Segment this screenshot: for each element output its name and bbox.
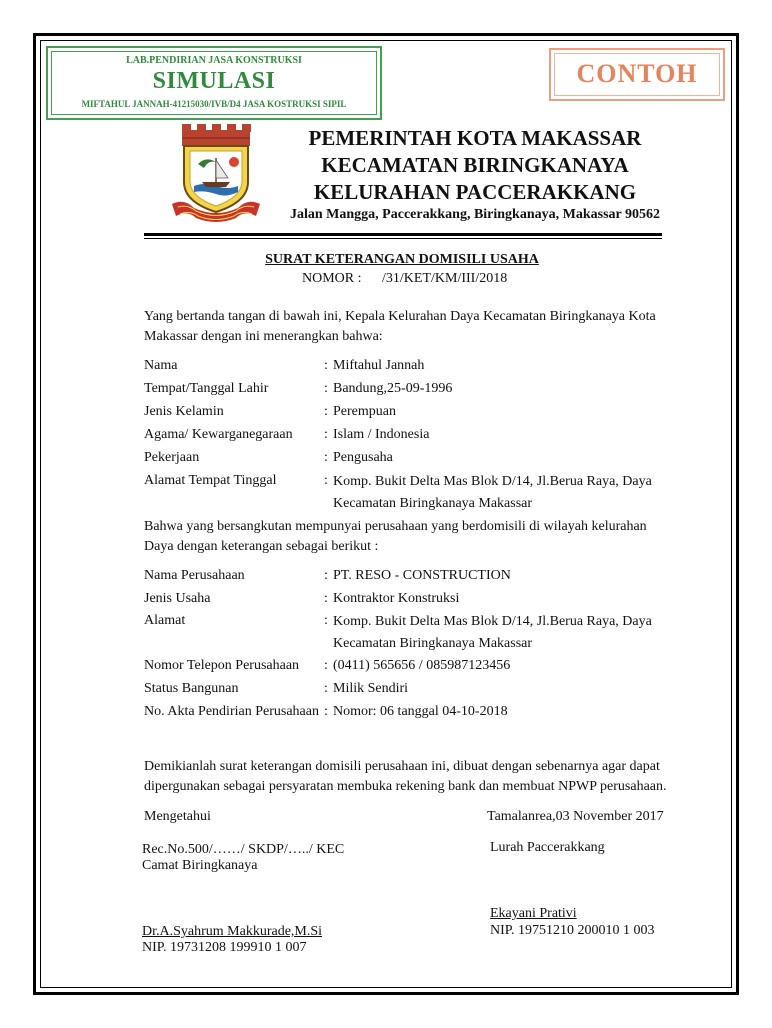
field-value: Komp. Bukit Delta Mas Blok D/14, Jl.Berua Raya, Daya Kecamatan Biringkanaya Makassar [333, 474, 652, 511]
document-title-text: SURAT KETERANGAN DOMISILI USAHA [265, 252, 539, 267]
right-sign-name-text: Ekayani Prativi [490, 906, 577, 921]
field-label: Nama [144, 358, 178, 373]
letterhead-rule-thin [144, 238, 662, 239]
right-sign-nip: NIP. 19751210 200010 1 003 [490, 923, 655, 938]
company-row [144, 611, 669, 651]
simulasi-stamp-title: SIMULASI [152, 68, 276, 94]
letterhead-district: KECAMATAN BIRINGKANAYA [321, 153, 629, 177]
field-label: Pekerjaan [144, 450, 200, 465]
field-value: PT. RESO - CONSTRUCTION [333, 568, 511, 583]
field-label: Jenis Usaha [144, 591, 211, 606]
makassar-city-emblem-icon [164, 120, 268, 228]
person-row [144, 471, 669, 511]
right-sign-office: Lurah Paccerakkang [490, 840, 605, 855]
closing-paragraph: Demikianlah surat keterangan domisili perusahaan ini, dibuat dengan sebenarnya agar dapat dipergunakan sebagai persyaratan membuka rekening bank dan membuat NPWP perusahaan. [144, 759, 667, 794]
simulasi-stamp-author: MIFTAHUL JANNAH-41215030/IVB/D4 JASA KOSTRUKSI SIPIL [81, 99, 347, 109]
simulasi-stamp-lab: LAB.PENDIRIAN JASA KONSTRUKSI [126, 55, 302, 66]
person-row [144, 356, 669, 376]
letterhead-subdistrict: KELURAHAN PACCERAKKANG [313, 180, 637, 204]
left-sign-reference: Rec.No.500/……/ SKDP/…../ KEC [142, 842, 345, 857]
field-value: Pengusaha [333, 450, 393, 465]
left-sign-nip: NIP. 19731208 199910 1 007 [142, 940, 307, 955]
field-label: Alamat Tempat Tinggal [144, 473, 277, 488]
contoh-stamp-text: CONTOH [576, 59, 698, 88]
field-colon: : [324, 704, 328, 719]
field-colon: : [324, 381, 328, 396]
field-colon: : [324, 568, 328, 583]
field-colon: : [324, 358, 328, 373]
document-number [302, 271, 508, 287]
field-value: Miftahul Jannah [333, 358, 425, 373]
letterhead-rule-thick [144, 233, 662, 236]
field-colon: : [324, 427, 328, 442]
company-row [144, 589, 669, 609]
document-number-label: NOMOR : [302, 271, 362, 286]
field-label: No. Akta Pendirian Perusahaan [144, 704, 319, 719]
field-value: Islam / Indonesia [333, 427, 430, 442]
person-row [144, 425, 669, 445]
field-value: Milik Sendiri [333, 681, 409, 696]
company-row [144, 702, 669, 722]
field-value: Kontraktor Konstruksi [333, 591, 460, 606]
field-colon: : [324, 404, 328, 419]
field-label: Tempat/Tanggal Lahir [144, 381, 269, 396]
left-sign-office: Camat Biringkanaya [142, 858, 258, 873]
right-place-date: Tamalanrea,03 November 2017 [487, 809, 664, 824]
simulasi-stamp [46, 46, 382, 120]
field-label: Status Bangunan [144, 681, 239, 696]
field-label: Nomor Telepon Perusahaan [144, 658, 300, 673]
person-row [144, 448, 669, 468]
person-row [144, 402, 669, 422]
middle-paragraph: Bahwa yang bersangkutan mempunyai perusahaan yang berdomisili di wilayah kelurahan Daya dengan keterangan sebagai berikut : [144, 519, 647, 554]
field-label: Agama/ Kewarganegaraan [144, 427, 293, 442]
field-value: Bandung,25-09-1996 [333, 381, 453, 396]
field-colon: : [324, 658, 328, 673]
field-colon: : [324, 613, 328, 628]
left-sign-heading: Mengetahui [144, 809, 211, 824]
company-row [144, 566, 669, 586]
field-label: Jenis Kelamin [144, 404, 224, 419]
field-value: (0411) 565656 / 085987123456 [333, 658, 511, 673]
field-colon: : [324, 681, 328, 696]
field-label: Alamat [144, 613, 186, 628]
letterhead-government: PEMERINTAH KOTA MAKASSAR [308, 126, 642, 150]
person-row [144, 379, 669, 399]
field-value: Komp. Bukit Delta Mas Blok D/14, Jl.Berua Raya, Daya Kecamatan Biringkanaya Makassar [333, 614, 652, 651]
letterhead-address: Jalan Mangga, Paccerakkang, Biringkanaya, Makassar 90562 [290, 207, 660, 222]
left-sign-name-text: Dr.A.Syahrum Makkurade,M.Si [142, 924, 323, 939]
field-value: Perempuan [333, 404, 396, 419]
document-title [140, 252, 664, 268]
company-row [144, 656, 669, 676]
company-row [144, 679, 669, 699]
field-colon: : [324, 591, 328, 606]
contoh-stamp [549, 48, 725, 101]
field-colon: : [324, 450, 328, 465]
document-number-value: /31/KET/KM/III/2018 [382, 271, 508, 286]
field-colon: : [324, 473, 328, 488]
field-value: Nomor: 06 tanggal 04-10-2018 [333, 704, 508, 719]
field-label: Nama Perusahaan [144, 568, 245, 583]
intro-paragraph: Yang bertanda tangan di bawah ini, Kepala Kelurahan Daya Kecamatan Biringkanaya Kota Makassar dengan ini menerangkan bahwa: [144, 309, 656, 344]
